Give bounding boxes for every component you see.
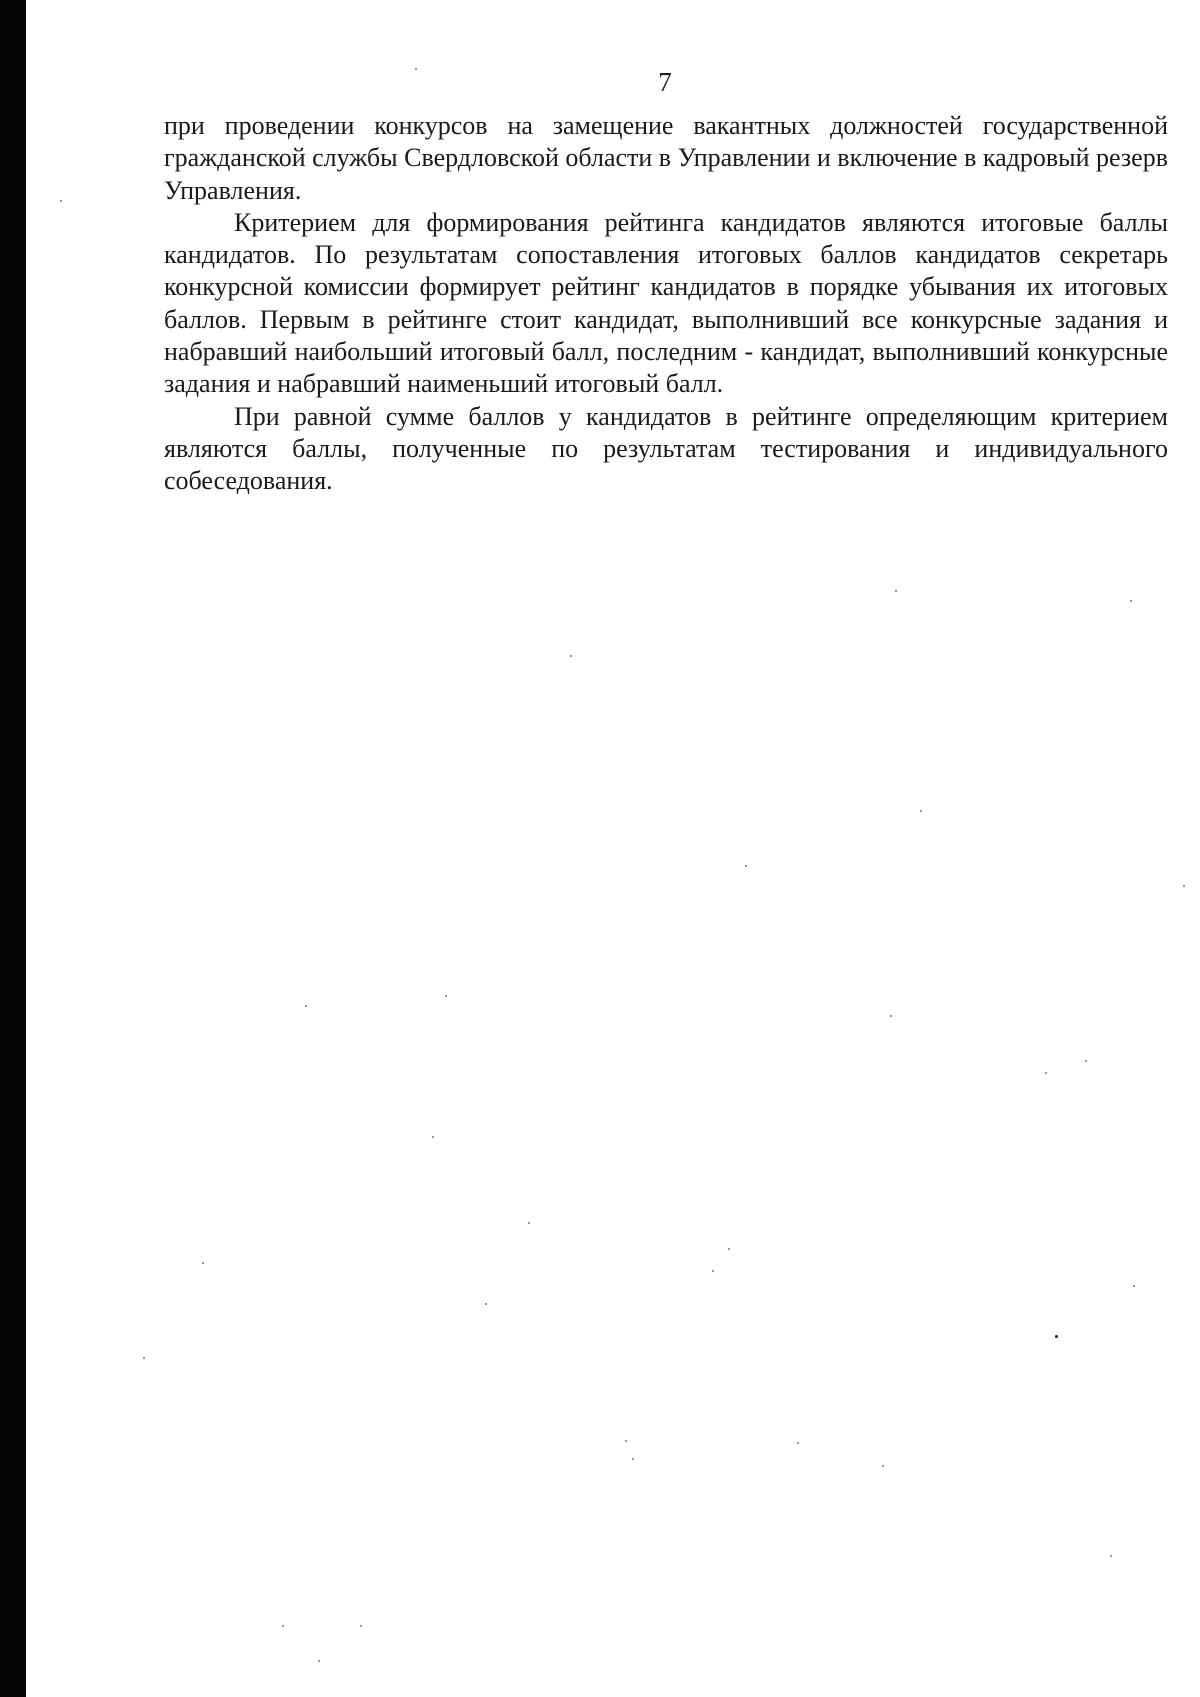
scan-border bbox=[0, 0, 26, 1697]
paragraph-continuation: при проведении конкурсов на замещение вакантных должностей государственной гражданской службы Свердловской области в Управлении и включение в кадровый резерв Управления. bbox=[164, 111, 1168, 205]
scan-speck bbox=[1055, 1335, 1058, 1338]
scan-speck bbox=[1110, 1555, 1112, 1557]
scan-speck bbox=[797, 1442, 799, 1444]
scan-speck bbox=[1133, 1285, 1135, 1287]
scan-speck bbox=[445, 995, 447, 997]
document-body bbox=[164, 110, 1168, 498]
scan-speck bbox=[1045, 1072, 1047, 1074]
scan-speck bbox=[305, 1005, 307, 1007]
scan-speck bbox=[1085, 1060, 1087, 1062]
scan-speck bbox=[415, 68, 417, 70]
scan-speck bbox=[60, 200, 62, 202]
page-number: 7 bbox=[658, 67, 672, 97]
scan-speck bbox=[632, 1458, 634, 1460]
scan-speck bbox=[282, 1625, 284, 1627]
scan-speck bbox=[890, 1015, 892, 1017]
paragraph-equal-score-rule: При равной сумме баллов у кандидатов в рейтинге определяющим критерием являются баллы, полученные по результатам тестирования и индивидуального собеседования. bbox=[164, 401, 1168, 496]
scan-speck bbox=[728, 1248, 730, 1250]
scan-speck bbox=[318, 1660, 320, 1662]
scan-speck bbox=[432, 1136, 434, 1138]
scan-speck bbox=[920, 810, 922, 812]
scan-speck bbox=[360, 1625, 362, 1627]
scan-speck bbox=[882, 1465, 884, 1467]
scan-speck bbox=[625, 1440, 627, 1442]
scan-speck bbox=[1130, 600, 1132, 602]
scan-speck bbox=[485, 1303, 487, 1305]
scan-speck bbox=[745, 865, 747, 867]
scan-speck bbox=[1183, 885, 1185, 887]
scan-speck bbox=[202, 1262, 204, 1264]
scan-speck bbox=[895, 590, 897, 592]
scan-speck bbox=[570, 655, 572, 657]
scan-speck bbox=[528, 1222, 530, 1224]
scan-speck bbox=[712, 1270, 714, 1272]
paragraph-rating-criteria: Критерием для формирования рейтинга кандидатов являются итоговые баллы кандидатов. По результатам сопоставления итоговых баллов кандидатов секретарь конкурсной комиссии формирует рейтинг кандидатов в порядке убывания их итоговых баллов. Первым в рейтинге стоит кандидат, выполнивший все конкурсные задания и набравший наибольший итоговый балл, последним - кандидат, выполнивший конкурсные задания и набравший наименьший итоговый балл. bbox=[164, 207, 1168, 399]
scan-speck bbox=[143, 1357, 145, 1359]
